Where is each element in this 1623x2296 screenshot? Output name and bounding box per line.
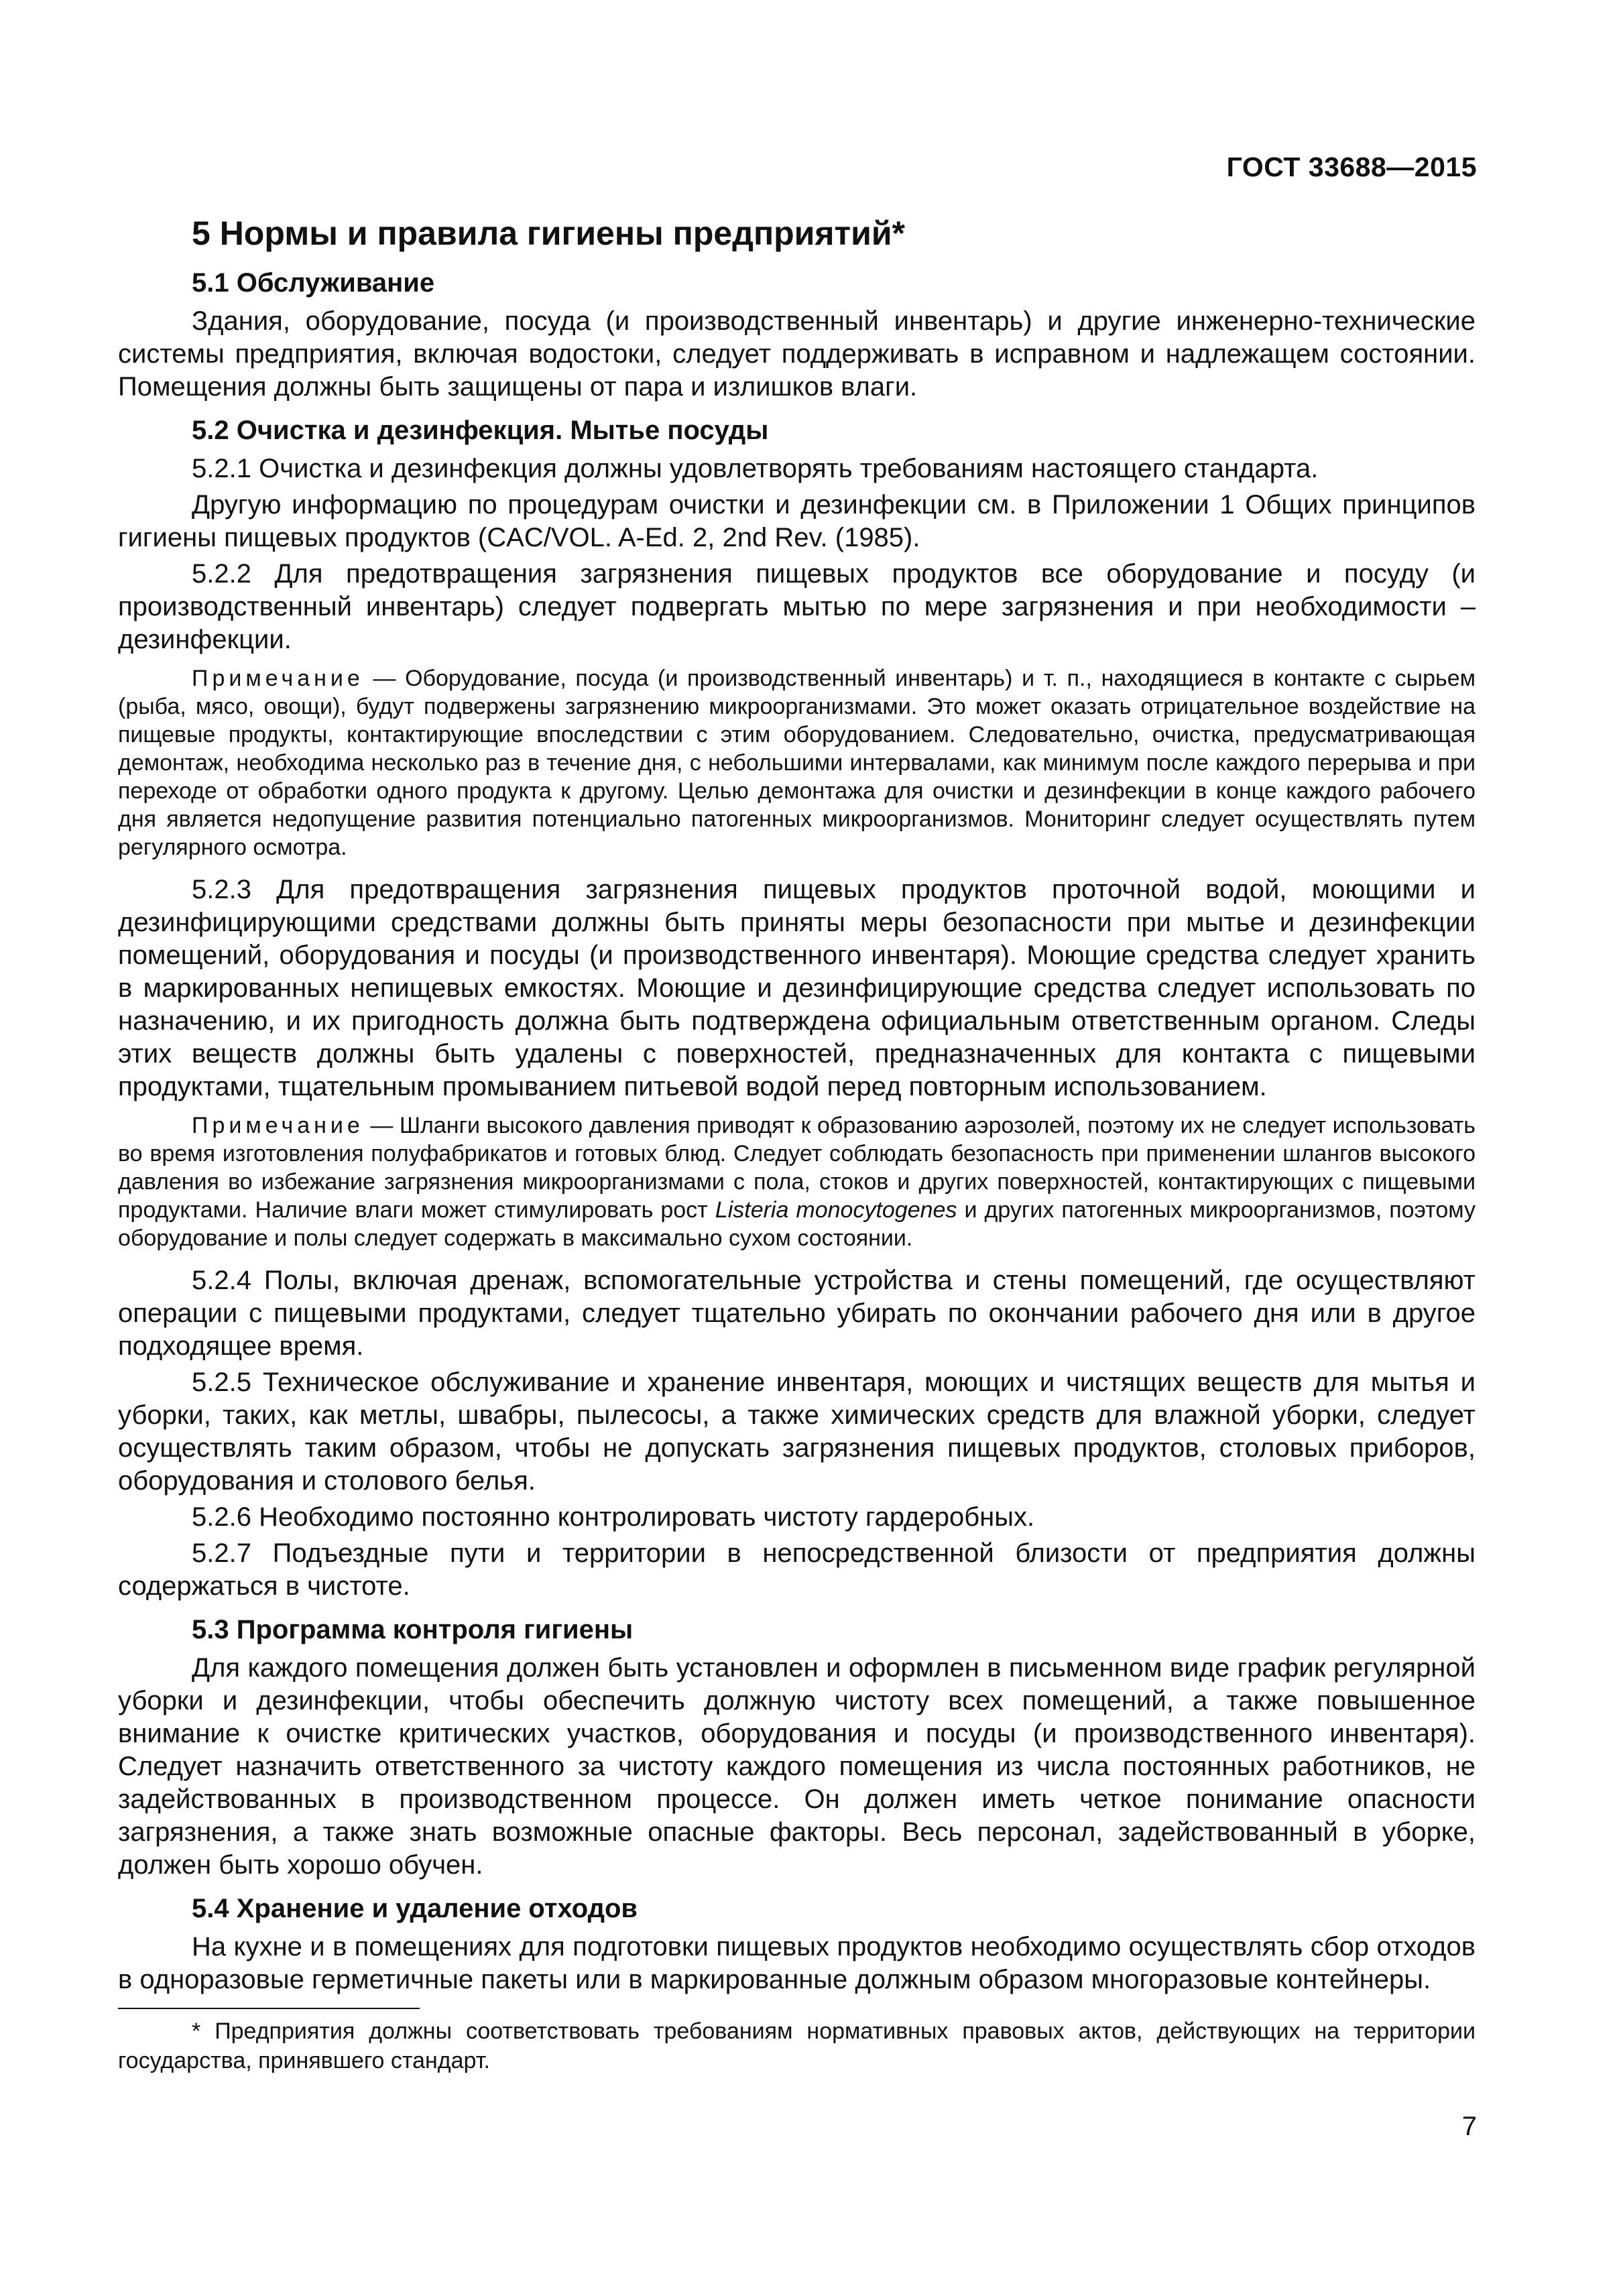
- paragraph-5-2-4: 5.2.4 Полы, включая дренаж, вспомогательные устройства и стены помещений, где осуществляют операции с пищевыми продуктами, следует тщательно убирать по окончании рабочего дня или в другое подходящее время.: [118, 1266, 1476, 1361]
- paragraph-5-4: На кухне и в помещениях для подготовки пищевых продуктов необходимо осуществлять сбор отходов в одноразовые герметичные пакеты или в маркированные должным образом многоразовые контейнеры.: [118, 1932, 1476, 1994]
- paragraph-5-2-6: 5.2.6 Необходимо постоянно контролировать чистоту гардеробных.: [192, 1502, 1035, 1532]
- footnote: * Предприятия должны соответствовать требованиям нормативных правовых актов, действующих на территории государства, принявшего стандарт.: [118, 2018, 1476, 2073]
- note-2-text-b: и других патогенных микроорганизмов, поэтому оборудование и полы следует содержать в максимально сухом состоянии.: [118, 1197, 1476, 1251]
- paragraph-5-2-5: 5.2.5 Техническое обслуживание и хранение инвентаря, моющих и чистящих веществ для мытья и уборки, таких, как метлы, швабры, пылесосы, а также химических средств для влажной уборки, следует осуществлять таким образом, чтобы не допускать загрязнения пищевых продуктов, столовых приборов, оборудования и столового белья.: [118, 1368, 1476, 1496]
- subsection-5-2-title: 5.2 Очистка и дезинфекция. Мытье посуды: [192, 416, 769, 445]
- subsection-5-4-title: 5.4 Хранение и удаление отходов: [192, 1894, 638, 1923]
- subsection-5-3-title: 5.3 Программа контроля гигиены: [192, 1615, 634, 1644]
- page-number: 7: [1461, 2112, 1477, 2141]
- note-1: [118, 664, 1476, 861]
- note-2-text-a: — Шланги высокого давления приводят к образованию аэрозолей, поэтому их не следует использовать во время изготовления полуфабрикатов и готовых блюд. Следует соблюдать безопасность при применении шлангов высокого давления во избежание загрязнения микроорганизмами с пола, стоков и других поверхностей, контактирующих с пищевыми продуктами. Наличие влаги может стимулировать рост: [118, 1113, 1476, 1223]
- paragraph-5-3: Для каждого помещения должен быть установлен и оформлен в письменном виде график регулярной уборки и дезинфекции, чтобы обеспечить должную чистоту всех помещений, а также повышенное внимание к очистке критических участков, оборудования и посуды (и производственного инвентаря). Следует назначить ответственного за чистоту каждого помещения из числа постоянных работников, не задействованных в производственном процессе. Он должен иметь четкое понимание опасности загрязнения, а также знать возможные опасные факторы. Весь персонал, задействованный в уборке, должен быть хорошо обучен.: [118, 1653, 1476, 1880]
- note-2-italic-term: Listeria monocytogenes: [715, 1197, 957, 1223]
- paragraph-5-2-7: 5.2.7 Подъездные пути и территории в непосредственной близости от предприятия должны содержаться в чистоте.: [118, 1538, 1476, 1601]
- note-label: Примечание: [192, 1113, 364, 1138]
- main-content: [118, 201, 1476, 2000]
- paragraph-5-1: Здания, оборудование, посуда (и производственный инвентарь) и другие инженерно-технические системы предприятия, включая водостоки, следует поддерживать в исправном и надлежащем состоянии. Помещения должны быть защищены от пара и излишков влаги.: [118, 306, 1476, 402]
- paragraph-5-2-1b: Другую информацию по процедурам очистки и дезинфекции см. в Приложении 1 Общих принципов гигиены пищевых продуктов (CAC/VOL. A-Ed. 2, 2nd Rev. (1985).: [118, 490, 1476, 552]
- note-1-text: — Оборудование, посуда (и производственный инвентарь) и т. п., находящиеся в контакте с сырьем (рыба, мясо, овощи), будут подвержены загрязнению микроорганизмами. Это может оказать отрицательное воздействие на пищевые продукты, контактирующие впоследствии с этим оборудованием. Следовательно, очистка, предусматривающая демонтаж, необходима несколько раз в течение дня, с небольшими интервалами, как минимум после каждого перерыва и при переходе от обработки одного продукта к другому. Целью демонтажа для очистки и дезинфекции в конце каждого рабочего дня является недопущение развития потенциально патогенных микроорганизмов. Мониторинг следует осуществлять путем регулярного осмотра.: [118, 666, 1476, 860]
- document-code: ГОСТ 33688—2015: [1226, 152, 1477, 182]
- paragraph-5-2-1a: 5.2.1 Очистка и дезинфекция должны удовлетворять требованиям настоящего стандарта.: [192, 454, 1319, 483]
- subsection-5-1-title: 5.1 Обслуживание: [192, 268, 435, 298]
- note-2: [118, 1111, 1476, 1252]
- paragraph-5-2-2: 5.2.2 Для предотвращения загрязнения пищевых продуктов все оборудование и посуду (и производственный инвентарь) следует подвергать мытью по мере загрязнения и при необходимости – дезинфекции.: [118, 559, 1476, 654]
- paragraph-5-2-3: 5.2.3 Для предотвращения загрязнения пищевых продуктов проточной водой, моющими и дезинфицирующими средствами должны быть приняты меры безопасности при мытье и дезинфекции помещений, оборудования и посуды (и производственного инвентаря). Моющие средства следует хранить в маркированных непищевых емкостях. Моющие и дезинфицирующие средства следует использовать по назначению, и их пригодность должна быть подтверждена официальным ответственным органом. Следы этих веществ должны быть удалены с поверхностей, предназначенных для контакта с пищевыми продуктами, тщательным промыванием питьевой водой перед повторным использованием.: [118, 875, 1476, 1101]
- note-label: Примечание: [192, 666, 364, 691]
- section-title: 5 Нормы и правила гигиены предприятий*: [192, 215, 906, 252]
- footnote-divider: [118, 2008, 420, 2009]
